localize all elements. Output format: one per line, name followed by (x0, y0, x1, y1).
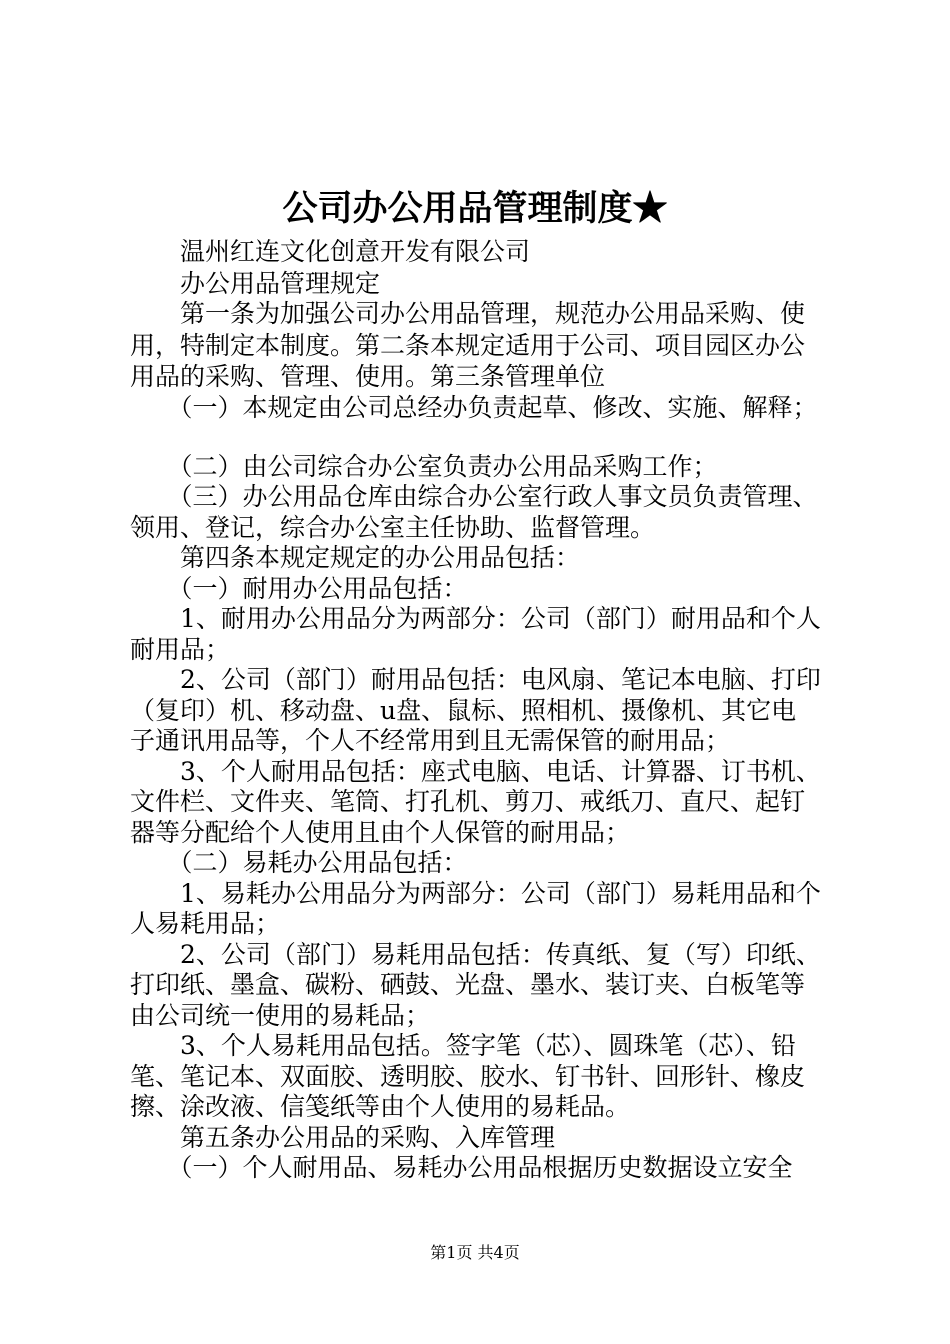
text-line: 子通讯用品等，个人不经常用到且无需保管的耐用品； (130, 726, 731, 755)
text-line: 领用、登记，综合办公室主任协助、监督管理。 (130, 513, 656, 542)
text-line: 3、个人耐用品包括：座式电脑、电话、计算器、订书机、 (130, 757, 821, 786)
text-line: 笔、笔记本、双面胶、透明胶、胶水、钉书针、回形针、橡皮 (130, 1062, 806, 1091)
text-line: 2、公司（部门）易耗用品包括：传真纸、复（写）印纸、 (130, 940, 821, 969)
text-line: 1、易耗办公用品分为两部分：公司（部门）易耗用品和个 (130, 879, 821, 908)
text-line: （一）耐用办公用品包括： (130, 574, 468, 603)
text-line: 人易耗用品； (130, 909, 281, 938)
text-line: 第四条本规定规定的办公用品包括： (130, 543, 581, 572)
text-line: （复印）机、移动盘、u盘、鼠标、照相机、摄像机、其它电 (130, 696, 797, 725)
text-line: 擦、涂改液、信笺纸等由个人使用的易耗品。 (130, 1092, 631, 1121)
text-line: 办公用品管理规定 (130, 269, 381, 298)
text-line: （三）办公用品仓库由综合办公室行政人事文员负责管理、 (130, 482, 818, 511)
text-line: （二）易耗办公用品包括： (130, 848, 468, 877)
page-footer: 第1页 共4页 (430, 1243, 520, 1262)
text-line: 耐用品； (130, 635, 231, 664)
text-line: 3、个人易耗用品包括。签字笔（芯）、圆珠笔（芯）、铅 (130, 1031, 796, 1060)
text-line: （一）个人耐用品、易耗办公用品根据历史数据设立安全 (130, 1153, 793, 1182)
text-line: 用，特制定本制度。第二条本规定适用于公司、项目园区办公 (130, 331, 806, 360)
text-line: 第一条为加强公司办公用品管理，规范办公用品采购、使 (130, 299, 806, 328)
text-line: （二）由公司综合办公室负责办公用品采购工作； (130, 452, 718, 481)
text-line: 由公司统一使用的易耗品； (130, 1001, 431, 1030)
text-line: 1、耐用办公用品分为两部分：公司（部门）耐用品和个人 (130, 604, 821, 633)
text-line: 打印纸、墨盒、碳粉、硒鼓、光盘、墨水、装订夹、白板笔等 (130, 970, 806, 999)
text-line: 文件栏、文件夹、笔筒、打孔机、剪刀、戒纸刀、直尺、起钉 (130, 787, 806, 816)
text-line: 器等分配给个人使用且由个人保管的耐用品； (130, 818, 631, 847)
text-line: 2、公司（部门）耐用品包括：电风扇、笔记本电脑、打印 (130, 665, 821, 694)
text-line: 用品的采购、管理、使用。第三条管理单位 (130, 362, 606, 391)
document-title: 公司办公用品管理制度★ (282, 188, 668, 229)
text-line: 温州红连文化创意开发有限公司 (130, 237, 531, 266)
text-line: （一）本规定由公司总经办负责起草、修改、实施、解释； (130, 393, 818, 422)
text-line: 第五条办公用品的采购、入库管理 (130, 1123, 556, 1152)
